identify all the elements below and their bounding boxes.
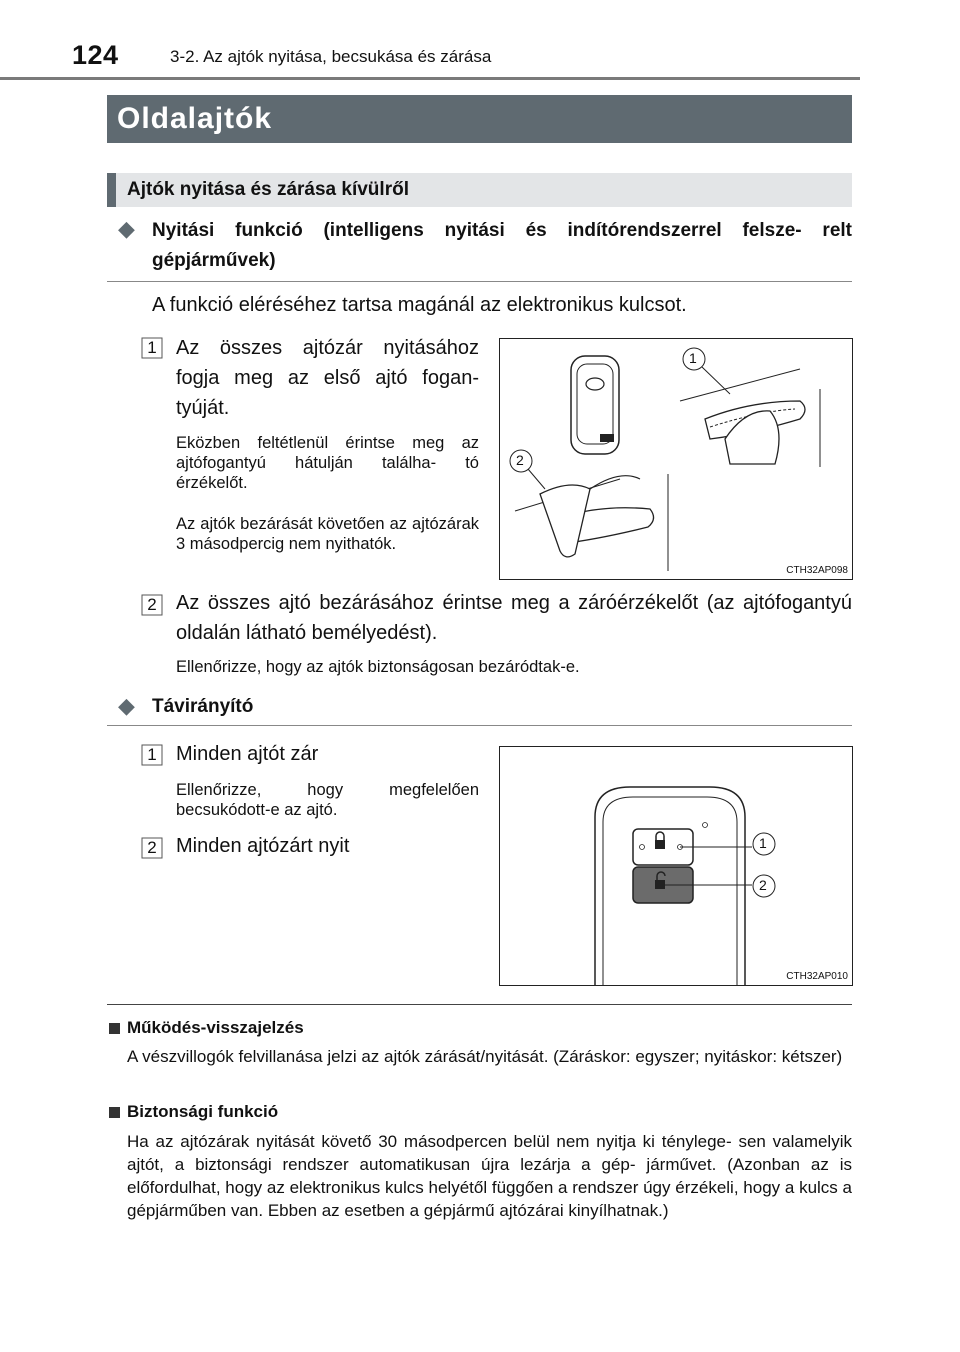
note-title: Működés-visszajelzés <box>127 1018 304 1037</box>
callout-1: 1 <box>689 350 697 366</box>
step-text: Minden ajtózárt nyit <box>176 835 350 857</box>
subsection-title: Ajtók nyitása és zárása kívülről <box>127 179 409 200</box>
section-title: Oldalajtók <box>117 102 273 135</box>
door-handle-illustration <box>500 339 852 579</box>
figure-remote-key <box>499 746 853 986</box>
note-title: Biztonsági funkció <box>127 1102 279 1121</box>
step-number-label: 1 <box>147 745 157 764</box>
remote-key-illustration <box>500 747 852 985</box>
figure-code: CTH32AP010 <box>786 971 848 982</box>
step-text: Minden ajtót zár <box>176 743 319 765</box>
chapter-title: 3-2. Az ajtók nyitása, becsukása és zárása <box>170 47 492 66</box>
figure-door-handle <box>499 338 853 580</box>
callout-2: 2 <box>516 452 524 468</box>
step-note: Ellenőrizze, hogy az ajtók biztonságosan bezáródtak-e. <box>176 658 580 676</box>
feature-intro: A funkció eléréséhez tartsa magánál az elektronikus kulcsot. <box>152 294 687 316</box>
step-note: Az ajtók bezárását követően az ajtózárak 3 másodpercig nem nyithatók. <box>176 515 479 553</box>
square-bullet-icon <box>109 1023 120 1034</box>
feature-title: Távirányító <box>152 696 254 717</box>
divider <box>107 281 852 282</box>
callout-2: 2 <box>759 877 767 893</box>
figure-code: CTH32AP098 <box>786 565 848 576</box>
step-text: Az összes ajtó bezárásához érintse meg a záróérzékelőt (az ajtófogantyú oldalán látható bemélyedést). <box>176 592 852 644</box>
step-number-label: 1 <box>147 338 157 357</box>
divider <box>107 725 852 726</box>
subsection-title-bar <box>107 173 852 207</box>
step-text: Az összes ajtózár nyitásához fogja meg az első ajtó fogan- tyúját. <box>176 337 479 419</box>
square-bullet-icon <box>109 1107 120 1118</box>
note-body: A vészvillogók felvillanása jelzi az ajtók zárását/nyitását. (Záráskor: egyszer; nyitáskor: kétszer) <box>127 1047 843 1066</box>
step-note: Eközben feltétlenül érintse meg az ajtófogantyú hátulján találha- tó érzékelőt. <box>176 434 479 492</box>
page-number: 124 <box>72 40 119 70</box>
feature-title: Nyitási funkció (intelligens nyitási és indítórendszerrel felsze- relt gépjárművek) <box>152 220 852 271</box>
step-number-label: 2 <box>147 838 157 857</box>
header-rule <box>0 77 860 80</box>
step-number-label: 2 <box>147 595 157 614</box>
note-body: Ha az ajtózárak nyitását követő 30 másodpercen belül nem nyitja ki ténylege- sen valamelyik ajtót, a biztonsági rendszer automatikusan újra lezárja a gép- járművet. (Azonban az is előfordulhat, hogy az elektronikus kulcs helyétől függően a rendszer úgy érzékeli, hogy a kulcs a gépjárműben van. Ebben az esetben a gépjármű ajtózárai kinyílhatnak.) <box>127 1132 852 1220</box>
divider <box>107 1004 852 1005</box>
diamond-bullet-icon: ◆ <box>118 216 135 241</box>
section-title-bar <box>107 95 852 143</box>
step-note: Ellenőrizze, hogy megfelelően becsukódott-e az ajtó. <box>176 781 479 819</box>
subsection-accent <box>107 173 116 207</box>
diamond-bullet-icon: ◆ <box>118 693 135 718</box>
callout-1: 1 <box>759 835 767 851</box>
